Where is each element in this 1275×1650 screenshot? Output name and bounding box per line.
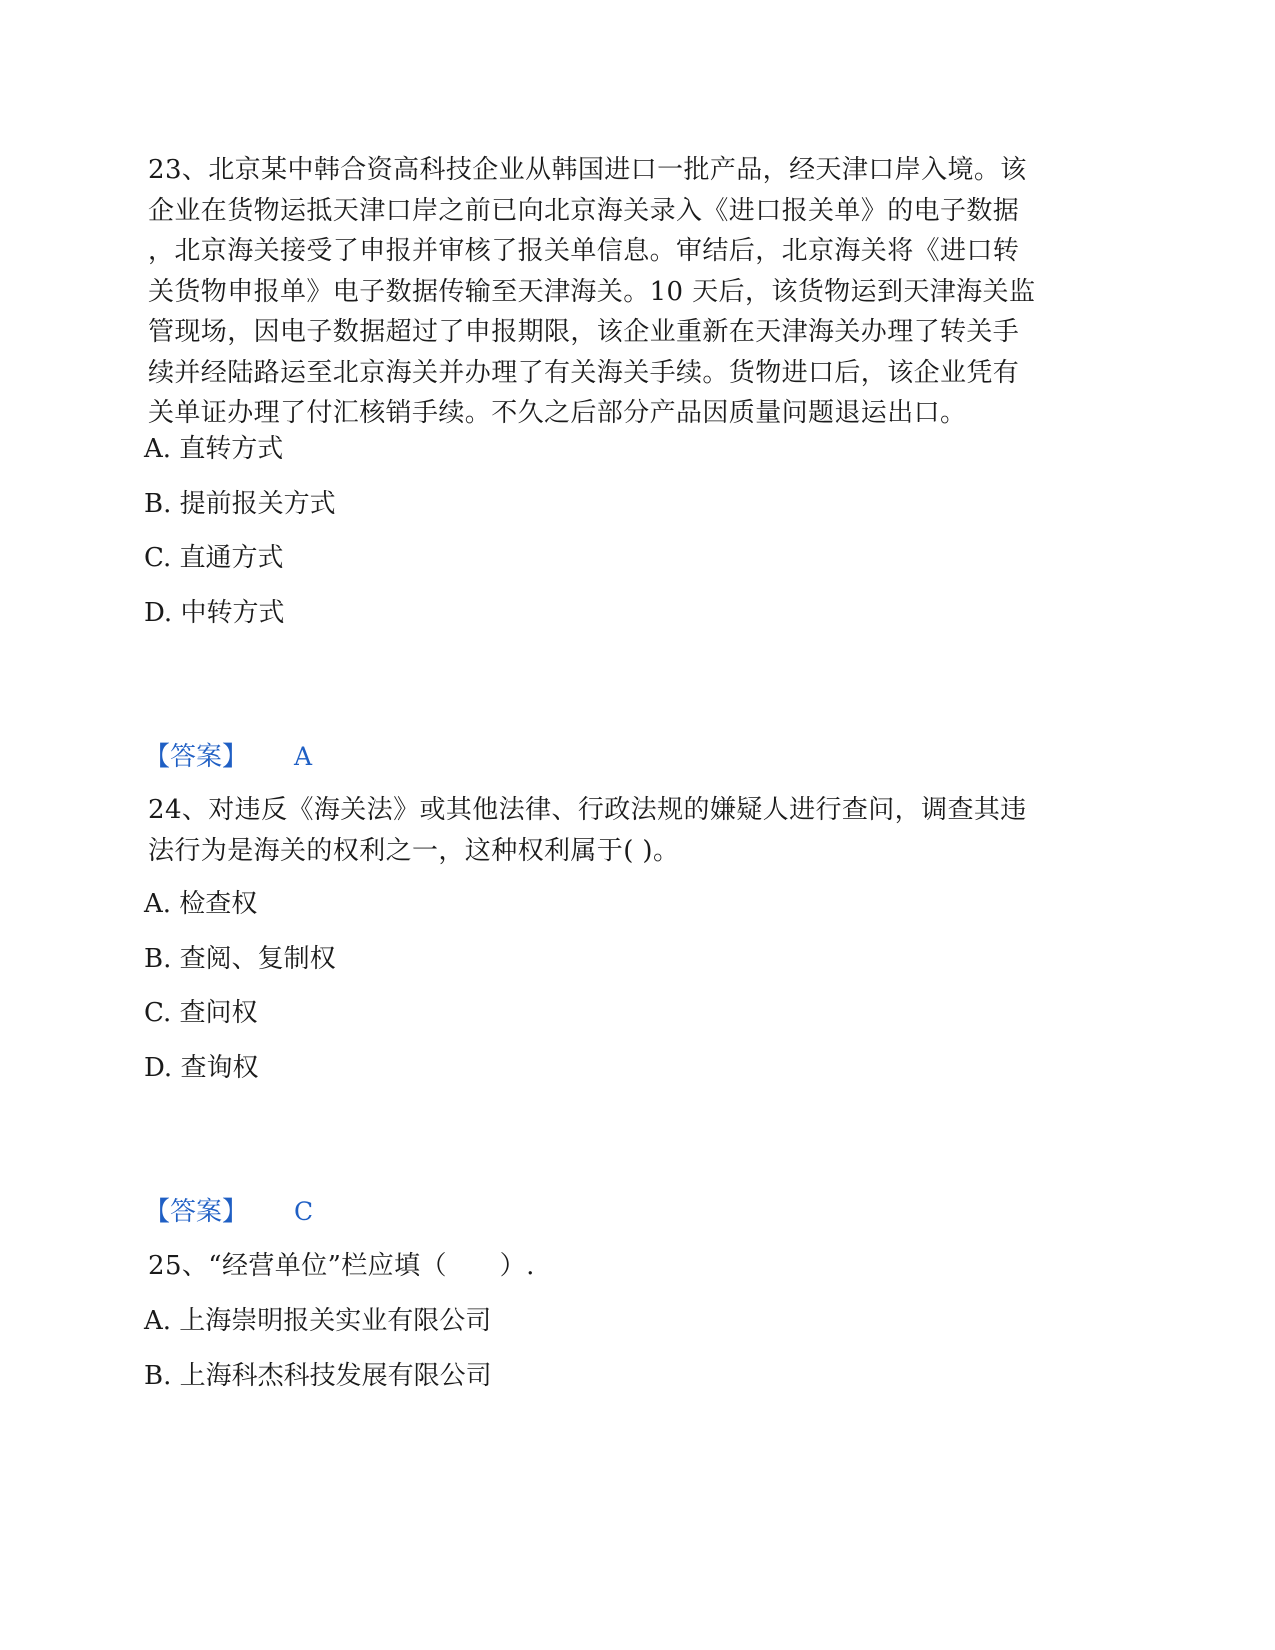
question-25 [148,1246,535,1287]
option-d: D. 中转方式 [144,598,285,628]
stem-line: 23、北京某中韩合资高科技企业从韩国进口一批产品，经天津口岸入境。该 [148,155,1027,185]
option-b: B. 上海科杰科技发展有限公司 [144,1361,492,1391]
question-stem [148,790,1027,871]
stem-line: 续并经陆路运至北京海关并办理了有关海关手续。货物进口后，该企业凭有 [148,357,1020,388]
answer-tag: 【答案】 [144,1197,249,1227]
option-b: B. 提前报关方式 [144,489,336,519]
stem-line: 企业在货物运抵天津口岸之前已向北京海关录入《进口报关单》的电子数据 [148,195,1020,226]
option-b: B. 查阅、复制权 [144,944,336,974]
answer-value: A [294,742,313,771]
option-d: D. 查询权 [144,1053,259,1083]
stem-line: ，北京海关接受了申报并审核了报关单信息。审结后，北京海关将《进口转 [148,236,1020,266]
question-stem [148,1246,535,1287]
option-a: A. 直转方式 [144,434,284,464]
answer-24 [144,1192,313,1232]
question-stem [148,150,1035,434]
answer-value: C [294,1197,314,1226]
stem-line: 法行为是海关的权利之一，这种权利属于( )。 [148,835,680,866]
option-a: A. 上海崇明报关实业有限公司 [144,1306,492,1336]
stem-line: 管现场，因电子数据超过了申报期限，该企业重新在天津海关办理了转关手 [148,317,1020,347]
question-23 [148,150,1035,434]
stem-line: 关货物申报单》电子数据传输至天津海关。10 天后，该货物运到天津海关监 [148,276,1036,307]
answer-23 [144,737,312,777]
option-c: C. 查问权 [144,998,258,1028]
answer-tag: 【答案】 [144,742,249,772]
question-24 [148,790,1027,871]
stem-line: 关单证办理了付汇核销手续。不久之后部分产品因质量问题退运出口。 [148,398,967,428]
stem-line: 25、“经营单位”栏应填（ ）. [148,1251,535,1281]
option-c: C. 直通方式 [144,543,284,573]
option-a: A. 检查权 [144,889,258,919]
stem-line: 24、对违反《海关法》或其他法律、行政法规的嫌疑人进行查问，调查其违 [148,795,1027,825]
